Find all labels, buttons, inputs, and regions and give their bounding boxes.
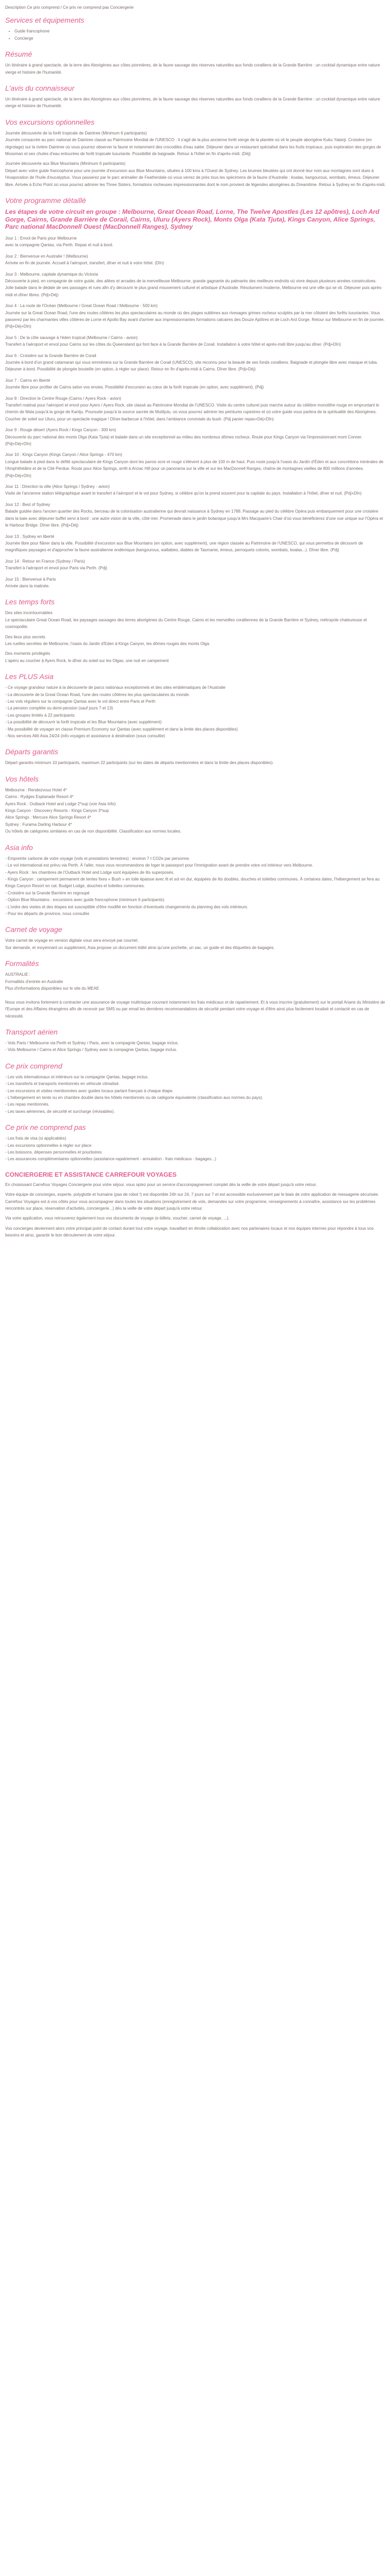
list-item: - Ayers Rock : les chambres de l'Outback Hotel and Lodge sont équipées de lits superposés. (5, 870, 174, 875)
carnet-text: Votre carnet de voyage en version digitale vous sera envoyé par courriel. Sur demande, et moyennant un supplément, Asia propose un document édité ainsi qu'une pochette, un sac, un guide et des étiquettes de bagages. (5, 938, 275, 950)
conciergerie-p1: En choisissant Carrefour Voyages Conciergerie pour votre séjour, vous optez pour un service d'accompagnement complet dès la veille de votre départ jusqu'à votre retour. (5, 1182, 317, 1187)
day-title: Jour 5 : De la côte sauvage à l'éden tropical (Melbourne / Cairns - avion) (5, 335, 138, 340)
day-item (5, 302, 386, 330)
list-item: - Croisière sur la Grande Barrière en regroupé (5, 890, 90, 895)
services-list (5, 28, 386, 42)
comprend-list (5, 1074, 386, 1115)
plus-title: Les PLUS Asia (5, 672, 54, 681)
day-title: Jour 11 : Direction la ville (Alice Springs / Sydney - avion) (5, 484, 110, 489)
list-item: - Les vols internationaux et intérieurs sur la compagnie Qantas, bagage inclus. (5, 1074, 149, 1079)
day-description: Journée libre pour flâner dans la ville. Possibilité d'excursion aux Blue Mountains (en option, avec supplément), une région classée au Patrimoine de l'UNESCO, qui vous permettra de découvrir de magnifiques paysages et d'approcher la faune australienne endémique (kangourous, wallabies, diables de Tasmanie, émeus, perroquets colorés, wombats, koalas...). Dîner libre. (Pdj) (5, 540, 363, 553)
plus-section (5, 672, 386, 739)
tempsforts-section (5, 598, 386, 664)
avis-section (5, 84, 386, 110)
list-item: AUSTRALIE : (5, 972, 30, 977)
page (0, 0, 391, 1253)
transport-section (5, 1028, 386, 1054)
list-item: - Ma possibilité de voyager en classe Premium Economy sur Qantas (avec supplément et dans la limite des places disponibles) (5, 726, 238, 732)
excursions-section (5, 118, 386, 188)
day-title: Jour 4 : La route de l'Océan (Melbourne / Great Ocean Road / Melbourne - 500 km) (5, 303, 158, 309)
list-item: - Les repas mentionnés. (5, 1102, 50, 1107)
list-item: - Pour les départs de province, nous consulter. (5, 911, 90, 916)
formalites-title: Formalités (5, 959, 39, 968)
day-title: Jour 1 : Envol de Paris pour Melbourne (5, 235, 77, 241)
transport-list (5, 1040, 386, 1054)
list-item: - Nos services Allô Asia 24/24 (info voyages et assistance à destination (sous consultie) (5, 734, 165, 739)
list-item: Plus d'informations disponibles sur le site du MEAE (5, 986, 100, 991)
resume-section (5, 50, 386, 76)
list-item: - Les excursions optionnelles à régler sur place (5, 1143, 92, 1148)
list-item: - La pension complète ou demi-pension (sauf jours 7 et 13) (5, 706, 113, 711)
list-item: - Les boissons, dépenses personnelles et pourboires (5, 1150, 102, 1155)
plus-list (5, 684, 386, 739)
tempsforts-sites: Des sites incontournables Le spectaculaire Great Ocean Road, les paysages sauvages des terres aborigènes du Centre Rouge, Cairns et les merveilles coralliennes de la Grande Barrière et Sydney, métropole chaleureuse et cosmopolite. (5, 611, 367, 630)
list-item: Ayers Rock : Outback Hotel and Lodge 2*sup (voir Asia Info) (5, 801, 116, 806)
list-item: - Empreinte carbone de votre voyage (vols et prestations terrestres) : environ 7 t CO2e par personne. (5, 856, 190, 861)
day-title: Jour 10 : Kings Canyon (Kings Canyon / Alice Springs - 470 km) (5, 452, 122, 457)
day-title: Jour 7 : Cairns en liberté (5, 378, 51, 383)
day-item (5, 558, 386, 572)
necomprend-title: Ce prix ne comprend pas (5, 1123, 86, 1132)
list-item: Formalités d'entrée en Australie (5, 979, 63, 984)
list-item: Alice Springs : Mercure Alice Springs Resort 4* (5, 815, 91, 820)
day-title: Jour 14 : Retour en France (Sydney / Paris) (5, 558, 85, 564)
hotels-section (5, 775, 386, 835)
day-title: Jour 3 : Melbourne, capitale dynamique du Victoria (5, 272, 98, 277)
list-item: - Les groupes limités à 22 participants (5, 713, 75, 718)
hotels-title: Vos hôtels (5, 774, 39, 783)
necomprend-section (5, 1123, 386, 1163)
formalites-section (5, 959, 386, 1020)
day-item (5, 377, 386, 391)
excursion-blue-mountains: Journée découverte aux Blue Mountains (Minimum 6 participants) Départ avec votre guide francophone pour une journée d'excursion aux Blue Mountains, situées à 100 kms à l'Ouest de Sydney. Les brumes bleutées qui ont donné leur nom aux montagnes sont dues à l'évaporation de l'huile d'eucalyptus. Vous passerez par le parc animalier de Featherdale où vous verrez de près tous les spécimens de la faune d'Australie : koalas, kangourous, wombats, émeus. Déjeuner libre. Arrivée à Echo Point où vous pourrez admirer les Three Sisters, formations rocheuses impressionnantes dont le nom provient de légendes aborigènes du Dreamtime. Retour à Sydney en fin d'après-midi. (5, 161, 386, 187)
excursions-title: Vos excursions optionnelles (5, 117, 95, 126)
day-description: Arrivée en fin de journée. Accueil à l'aéroport, transfert, dîner et nuit à votre hôtel. (Dîn) (5, 261, 164, 266)
departs-title: Départs garantis (5, 748, 58, 756)
list-item: - Les taxes aériennes, de sécurité et surcharge (révisables). (5, 1109, 115, 1114)
services-section (5, 16, 386, 42)
day-item (5, 334, 386, 348)
conciergerie-p4: Vos concierges deviennent alors votre principal point de contact durant tout votre voyage, travaillant en étroite collaboration avec nos partenaires locaux et nos équipes internes pour répondre à tous vos besoins et ainsi, garantir le bon déroulement de votre séjour. (5, 1226, 374, 1238)
day-item (5, 576, 386, 590)
day-description: Transfert à l'aéroport et envol pour Paris via Perth. (Pdj) (5, 566, 107, 571)
list-item: - Les vols réguliers sur la compagnie Qantas avec le vol direct entre Paris et Perth (5, 699, 156, 704)
day-title: Jour 13 : Sydney en liberté (5, 534, 55, 539)
carnet-section (5, 925, 386, 951)
day-description: Transfert matinal pour l'aéroport et envol pour Ayers / Ayers Rock, site classé au Patrimoine Mondial de l'UNESCO. Visite du centre culturel puis marche autour du célèbre monolithe rouge en empruntant le chemin de Mala jusqu'à la gorge de Kantju. Poursuite jusqu'à la source sacrée de Mutitjulu, où vous pourrez admirer les peintures rupestres et où votre guide vous parlera de la spiritualité des Aborigènes. Coucher de soleil sur Uluru, pour un spectacle magique ! Dîner-barbecue à l'hôtel, dans l'ambiance conviviale du bush. (Pdj panier repas+Déj+Dîn) (5, 403, 379, 421)
day-item (5, 501, 386, 529)
programme-title: Votre programme détaillé (5, 196, 86, 205)
conciergerie-section (5, 1171, 386, 1239)
day-item (5, 451, 386, 479)
list-item: - L'hébergement en tente ou en chambre double dans les hôtels mentionnés ou de catégorie équivalente (classification aux normes du pays). (5, 1095, 264, 1100)
day-description: Journée sur la Great Ocean Road, l'une des routes côtières les plus spectaculaires au monde où des plages sublimes aux rivesages grimes rocheux sculptés par la mer côtoient des forêts luxuriantes. Vous passerez par les charmantes villes côtières de Lorne et Apollo Bay avant d'arriver aux impressionnantes formations calcaires des Douze Apôtres et de Loch Ard Gorge. Retour sur Melbourne en fin de journée. (Pdj+Déj+Dîn) (5, 310, 385, 329)
day-description: Longue balade à pied dans le défilé spectaculaire de Kings Canyon dont les parois ocre et rouge s'élèvent à plus de 100 m de haut. Puis route jusqu'à l'oasis du Jardin d'Éden et aux concrétions minérales de l'Amphithéâtre et de la Cité Perdue. Route pour Alice Springs, arrêt à Anzac Hill pour un panorama sur la ville et sur les MacDonnell Ranges, chaîne de montagnes vieilles de 800 millions d'années. (Pdj+Déj+Dîn) (5, 459, 384, 478)
day-item (5, 235, 386, 249)
resume-title: Résumé (5, 50, 32, 59)
tab-links: Description Ce prix comprend / Ce prix ne comprend pas Conciergerie (5, 5, 134, 10)
conciergerie-p2: Votre équipe de concierges, experte, polyglotte et humaine (pas de robot !) est disponible 24h sur 24, 7 jours sur 7 et est accessible exclusivement par le biais de votre application de messagerie sécurisée. Carrefour Voyages est à vos côtés pour vous accompagner dans toutes les situations (enregistrement de vols, demandes sur votre programme, renseignements à connaître, assistance sur les problèmes rencontrés sur place, réservation d'activités, conciergerie...) dès la veille de votre départ jusqu'à votre retour. (5, 1192, 379, 1211)
tempsforts-moments: Des moments privilégiés L'apéro au coucher à Ayers Rock, le dîner du soleil sur les Olgas, une nuit en campement (5, 651, 169, 663)
list-item: - Le vol international est prévu via Perth. À l'aller, nous vous recommandons de loger le passeport pour l'immigration avant de prendre votre vol intérieur vers Melbourne. (5, 863, 314, 868)
day-item (5, 352, 386, 373)
list-item: • Concierge (14, 35, 386, 42)
list-item: - Les transferts et transports mentionnés en véhicule climatisé. (5, 1081, 120, 1087)
necomprend-list (5, 1135, 386, 1163)
day-title: Jour 2 : Bienvenue en Australie ! (Melbourne) (5, 253, 88, 259)
conciergerie-title: CONCIERGERIE ET ASSISTANCE CARREFOUR VOYAGES (5, 1171, 177, 1178)
excursion-daintree: Journée découverte de la forêt tropicale de Daintree (Minimum 6 participants) Journée consacrée au parc national de Daintree classé au Patrimoine Mondial de l'UNESCO : il s'agit de la plus ancienne forêt vierge de la planète où vit le peuple aborigène Kuku Yalanji. Croisière (en régrolage) sur la rivière Daintree où vous pourrez observer la faune et notamment des crocodiles d'eau salée. Déjeuner dans un restaurant spécialisé dans les fruits tropicaux, puis exploration des gorges de Mossman et ses chutes d'eau entourées de forêt tropicale luxuriante. Possibilité de baignade. Retour à l'hôtel en fin d'après-midi. (Déj) (5, 130, 381, 157)
days-list (5, 235, 386, 589)
day-item (5, 395, 386, 423)
tempsforts-secrets: Des lieux plus secrets Les ruelles secrètes de Melbourne, l'oasis du Jardin d'Eden à Kings Canyon, les dômes rouges des monts Olga. (5, 634, 210, 646)
day-description: Journée à bord d'un grand catamaran qui vous emmènera sur la Grande Barrière de Corail (UNESCO), site reconnu pour la beauté de ses fonds coralliens. Baignade et plongée libre avec masque et tuba. Déjeuner à bord. Possibilité de plongée bouteille (en option, à régler sur place). Retour en fin d'après-midi à Cairns. Dîner libre. (Pdj+Déj) (5, 360, 378, 372)
conciergerie-p3: Via votre application, vous retrouverez également tous vos documents de voyage (e-billets, voucher, carnet de voyage, ...). (5, 1216, 230, 1221)
list-item: Cairns : Rydges Esplanade Resort 4* (5, 794, 74, 800)
list-item: Kings Canyon : Discovery Resorts - Kings Canyon 3*sup (5, 808, 109, 814)
day-item (5, 253, 386, 267)
list-item: - La découverte de la Great Ocean Road, l'une des routes côtières les plus spectaculaires du monde. (5, 692, 190, 697)
transport-title: Transport aérien (5, 1027, 58, 1036)
day-title: Jour 15 : Bienvenue à Paris (5, 577, 56, 582)
list-item: Melbourne : Rendezvous Hotel 4* (5, 787, 67, 792)
programme-subtitle: Les étapes de votre circuit en groupe : Melbourne, Great Ocean Road, Lorne, The Twelve Apostles (Les 12 apôtres), Loch Ard Gorge, Cairns, Grande Barrière de Corail, Cairns, Uluru (Ayers Rock), Monts Olga (Kata Tjuta), Kings Canyon, Alice Springs, Parc national MacDonnell Ouest (MacDonnell Ranges), Sydney (5, 208, 380, 231)
comprend-section (5, 1062, 386, 1115)
day-title: Jour 6 : Croisière sur la Grande Barrière de Corail (5, 353, 96, 358)
day-description: Arrivée dans la matinée. (5, 583, 50, 588)
list-item: - Les frais de visa (si applicables) (5, 1136, 67, 1141)
asiainfo-title: Asia info (5, 843, 33, 852)
list-item: - Kings Canyon : campement permanent de tentes fixes « Bush » en toile épaisse avec lit et sol en dur, équipées de lits doubles, douches et toilettes communes. À certaines dates, l'hébergement se fera au Kings Canyon Resort en cat. Budget Lodge, douches et toilettes communes. (5, 876, 380, 889)
hotels-list (5, 787, 386, 835)
formalites-list (5, 971, 386, 1020)
avis-text: Un itinéraire à grand spectacle, de la terre des Aborigènes aux côtes pionnières, de la faune sauvage des réserves naturelles aux fonds coralliens de la Grande Barrière : un cocktail dynamique entre nature vierge et histoire de l'humanité. (5, 97, 380, 109)
day-item (5, 533, 386, 554)
resume-text: Un itinéraire à grand spectacle, de la terre des Aborigènes aux côtes pionnières, de la faune sauvage des réserves naturelles aux fonds coralliens de la Grande Barrière : un cocktail dynamique entre nature vierge et histoire de l'humanité. (5, 63, 380, 75)
list-item: Ou hôtels de catégories similaires en cas de non disponibilité. Classification aux normes locales. (5, 829, 182, 834)
list-item: Nous vous invitons fortement à contracter une assurance de voyage multirisque couvrant notamment les frais médicaux et de rapatriement. Et à vous inscrire (gratuitement) sur le portail Ariane du Ministère de l'Europe et des Affaires étrangères afin de recevoir par SMS ou par email les dernières recommandations de sécurité pendant votre voyage et d'être ainsi plus facilement localisé et contacté en cas de nécessité. (5, 999, 385, 1019)
list-item: - Les assurances complémentaires optionnelles (assistance-rapatriement - annulation - frais médicaux - bagages...) (5, 1157, 217, 1162)
services-title: Services et équipements (5, 16, 85, 25)
day-title: Jour 12 : Best of Sydney (5, 502, 51, 507)
list-item: - Option Blue Mountains : excursions avec guide francophone (minimum 6 participants). (5, 897, 166, 903)
day-description: Balade guidée dans l'ancien quartier des Rocks, berceau de la colonisation australienne qui devrait naissance à Sydney en 1788. Passage au pied du célèbre Opéra puis embarquement pour une croisière dans la baie avec déjeuner buffet servi à bord : une autre vision de la ville, côté mer. Promenade dans le jardin botanique jusqu'à Mrs Macquarie's Chair d'où vous bénéficierez d'une vue unique sur l'Opéra et le Harbour Bridge. Dîner libre. (Pdj+Déj) (5, 509, 383, 528)
day-description: Journée libre pour profiter de Cairns selon vos envies. Possibilité d'excursion au cœur de la forêt tropicale (en option, avec supplément). (Pdj) (5, 385, 264, 390)
departs-section (5, 748, 386, 766)
list-item: - Les excursions et visites mentionnées avec guides locaux parlant français à chaque étape. (5, 1088, 174, 1093)
day-description: Découverte à pied, en compagnie de votre guide, des allées et arcades de la merveilleuse Melbourne, grande gagnante du palmarès des meilleurs endroits où vivre depuis plusieurs années consécutives. Jolie balade dans le dédale de ses passages et rues afin d'y découvrir le plus grand mouvement culturel et artistique d'Australie. Résolument moderne, Melbourne est une ville qui se vit. Déjeuner puis après-midi et dîner libres. (Pdj+Déj) (5, 278, 383, 297)
day-item (5, 483, 386, 497)
programme-section (5, 196, 386, 589)
comprend-title: Ce prix comprend (5, 1061, 62, 1070)
carnet-title: Carnet de voyage (5, 925, 62, 934)
list-item: - Ce voyage grandeur nature à la découverte de parcs nationaux exceptionnels et des sites emblématiques de l'Australie (5, 685, 226, 690)
day-description: avec la compagnie Qantas, via Perth. Repas et nuit à bord. (5, 243, 113, 248)
list-item: - La possibilité de découvrir la forêt tropicale et les Blue Mountains (avec supplément) (5, 720, 162, 725)
list-item: - Vols Melbourne / Cairns et Alice Springs / Sydney avec la compagnie Qantas, bagage inclus. (5, 1047, 177, 1053)
day-title: Jour 8 : Direction le Centre Rouge (Cairns / Ayers Rock - avion) (5, 396, 121, 401)
asiainfo-section (5, 843, 386, 918)
list-item (5, 992, 386, 998)
list-item: Sydney : Furama Darling Harbour 4* (5, 822, 72, 827)
tempsforts-title: Les temps forts (5, 598, 55, 606)
day-description: Découverte du parc national des monts Olga (Kata Tjuta) et balade dans un site exceptionnel au milieu des nombreux dômes rocheux. Route pour Kings Canyon via l'impressionnant mont Conner. (Pdj+Déj+Dîn) (5, 434, 363, 447)
asiainfo-list (5, 855, 386, 918)
day-item (5, 427, 386, 447)
list-item: • Guide francophone (14, 28, 386, 35)
list-item: - Vols Paris / Melbourne via Perth et Sydney / Paris, avec la compagnie Qantas, bagage inclus. (5, 1040, 179, 1045)
day-item (5, 271, 386, 299)
departs-text: Départ garantis minimum 10 participants, maximum 22 participants (sur les dates de départs mentionnées et dans la limite des places disponibles). (5, 760, 274, 766)
day-description: Transfert à l'aéroport et envol pour Cairns sur les côtes du Queensland qui font face à la Grande Barrière de Corail. Installation à votre hôtel et après-midi libre jusqu'au dîner. (Pdj+Dîn) (5, 342, 341, 347)
avis-title: L'avis du connaisseur (5, 84, 75, 93)
list-item: - L'ordre des visites et des étapes est susceptible d'être modifié en fonction d'éventuels changements du planning des vols intérieurs. (5, 904, 249, 909)
day-description: Visite de l'ancienne station télégraphique avant le transfert à l'aéroport et le vol pour Sydney, si célèbre qu'on la prend souvent pour la capitale du pays. Installation à l'hôtel, dîner et nuit. (Pdj+Dîn) (5, 491, 362, 496)
day-title: Jour 9 : Rouge désert (Ayers Rock / Kings Canyon - 300 km) (5, 428, 117, 433)
